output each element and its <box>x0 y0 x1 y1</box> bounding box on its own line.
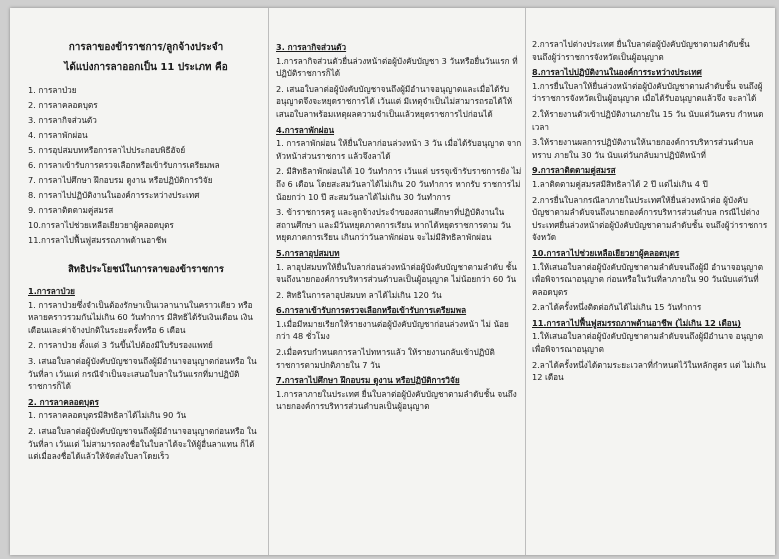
rehab-leave-item: 2.ลาได้ครั้งหนึ่งได้ตามระยะเวลาที่กำหนดไว้ในหลักสูตร แต่ ไม่เกิน 12 เดือน <box>532 359 766 383</box>
leave-type-item: 1. การลาป่วย <box>28 85 77 95</box>
vacation-leave-item: 1. การลาพักผ่อน ให้ยื่นใบลาก่อนล่วงหน้า 3 วัน เมื่อได้รับอนุญาต จากหัวหน้าส่วนราชการ แล้วจึงลาได้ <box>276 138 522 161</box>
panel-title-line2: ได้แบ่งการลาออกเป็น 11 ประเภท คือ <box>64 62 228 73</box>
leave-type-item: 8. การลาไปปฏิบัติงานในองค์การระหว่างประเทศ <box>28 189 200 200</box>
vacation-leave-item: 2. มีสิทธิลาพักผ่อนได้ 10 วันทำการ เว้นแต่ บรรจุเข้ารับราชการยัง ไม่ถึง 6 เดือน โดยสะสมวันลาได้ไม่เกิน 20 วันทำการ หากรับ ราชการไม่น้อยกว่า 10 ปี สะสมวันลาได้ไม่เกิน 30 วันทำการ <box>276 166 522 202</box>
personal-leave-item: 2. เสนอใบลาต่อผู้บังคับบัญชาจนถึงผู้มีอำนาจอนุญาตและเมื่อได้รับ อนุญาตจึงจะหยุดราชการได้ เว้นแต่ มีเหตุจำเป็นไม่สามารถรอได้ให้ เสนอใบลาพร้อมเหตุผลความจำเป็นแล้วหยุดราชการไปก่อนได้ <box>276 83 513 119</box>
panel-leave-rules-middle <box>276 38 522 555</box>
military-leave-heading: 6.การลาเข้ารับการตรวจเลือกหรือเข้ารับการเตรียมพล <box>276 305 467 316</box>
military-leave-item: 1.เมื่อมีหมายเรียกให้รายงานต่อผู้บังคับบัญชาก่อนล่วงหน้า ไม่ น้อยกว่า 48 ชั่วโมง <box>276 318 509 342</box>
leave-type-item: 6. การลาเข้ารับการตรวจเลือกหรือเข้ารับการเตรียมพล <box>28 159 220 170</box>
rehab-leave-item: 1.ให้เสนอใบลาต่อผู้บังคับบัญชาตามลำดับจนถึงผู้มีอำนาจ อนุญาตเพื่อพิจารณาอนุญาต <box>532 331 764 355</box>
personal-leave-item: 1.การลากิจส่วนตัวยื่นล่วงหน้าต่อผู้บังคับบัญชา 3 วันหรือยื่นวันแรก ที่ปฏิบัติราชการก็ได้ <box>276 55 518 79</box>
intl-org-leave-heading: 8.การลาไปปฏิบัติงานในองค์การระหว่างประเทศ <box>532 67 702 78</box>
leave-type-item: 5. การอุปสมบทหรือการลาไปประกอบพิธีฮัจย์ <box>28 144 186 155</box>
maternity-leave-item: 1. การลาคลอดบุตรมีสิทธิลาได้ไม่เกิน 90 วัน <box>28 410 187 421</box>
panel-leave-rules-right <box>532 38 768 555</box>
leave-type-item: 2. การลาคลอดบุตร <box>28 99 98 110</box>
rehab-leave-heading: 11.การลาไปฟื้นฟูสมรรถภาพด้านอาชีพ (ไม่เกิน 12 เดือน) <box>532 317 742 328</box>
ordination-leave-item: 1. ลาอุปสมบทให้ยื่นใบลาก่อนล่วงหน้าต่อผู้บังคับบัญชาตามลำดับ ชั้น จนถึงนายกองค์การบริหารส่วนตำบลเป็นผู้อนุญาต ไม่น้อยกว่า 60 วัน <box>276 261 517 285</box>
maternity-leave-heading: 2. การลาคลอดบุตร <box>28 396 99 407</box>
personal-leave-heading: 3. การลากิจส่วนตัว <box>276 42 347 52</box>
study-leave-heading: 7.การลาไปศึกษา ฝึกอบรม ดูงาน หรือปฏิบัติการวิจัย <box>276 375 460 386</box>
sick-leave-item: 2. การลาป่วย ตั้งแต่ 3 วันขึ้นไปต้องมีใบรับรองแพทย์ <box>28 340 213 351</box>
spouse-leave-item: 1.ลาติดตามคู่สมรสมีสิทธิลาได้ 2 ปี แต่ไม่เกิน 4 ปี <box>532 178 708 189</box>
panel-title-line1: การลาของข้าราชการ/ลูกจ้างประจำ <box>68 42 224 53</box>
rights-section-title: สิทธิประโยชน์ในการลาของข้าราชการ <box>68 264 224 276</box>
paternity-leave-item: 2.ลาได้ครั้งหนึ่งติดต่อกันได้ไม่เกิน 15 วันทำการ <box>532 302 702 313</box>
sick-leave-item: 1. การลาป่วยซึ่งจำเป็นต้องรักษาเป็นเวลานานในคราวเดียว หรือหลายคราวรวมกันไม่เกิน 60 วันทำการ มีสิทธิได้รับเงินเดือน เงินเดือนและค่าจ้างปกติในระยะครั้งหรือ 6 เดือน <box>28 299 253 335</box>
sick-leave-heading: 1.การลาป่วย <box>28 286 75 297</box>
spouse-leave-heading: 9.การลาติดตามคู่สมรส <box>532 165 616 176</box>
panel-leave-types <box>28 38 264 555</box>
intl-org-leave-item: 2.ให้รายงานตัวเข้าปฏิบัติงานภายใน 15 วัน นับแต่วันครบ กำหนดเวลา <box>532 108 764 132</box>
paternity-leave-heading: 10.การลาไปช่วยเหลือเยียวยาผู้คลอดบุตร <box>532 247 680 258</box>
sick-leave-item: 3. เสนอใบลาต่อผู้บังคับบัญชาจนถึงผู้มีอำนาจอนุญาตก่อนหรือ ในวันที่ลา เว้นแต่ กรณีจำเป็นจะเสนอใบลาในวันแรกที่มาปฏิบัติ ราชการก็ได้ <box>28 356 257 392</box>
intl-org-leave-item: 3.ให้รายงานผลการปฏิบัติงานให้นายกองค์การบริหารส่วนตำบล ทราบ ภายใน 30 วัน นับแต่วันกลับมาปฏิบัติหน้าที่ <box>532 137 754 160</box>
leave-type-item: 11.การลาไปฟื้นฟูสมรรถภาพด้านอาชีพ <box>28 234 167 245</box>
leave-type-item: 9. การลาติดตามคู่สมรส <box>28 204 114 215</box>
fold-line-right <box>525 8 526 555</box>
leave-type-item: 10.การลาไปช่วยเหลือเยียวยาผู้คลอดบุตร <box>28 219 174 230</box>
study-leave-item: 1.การลาภายในประเทศ ยื่นใบลาต่อผู้บังคับบัญชาตามลำดับชั้น จนถึงนายกองค์การบริหารส่วนตำบลเป็นผู้อนุญาต <box>276 388 517 412</box>
brochure-sheet <box>10 8 775 555</box>
leave-type-item: 3. การลากิจส่วนตัว <box>28 114 97 125</box>
leave-type-item: 4. การลาพักผ่อน <box>28 129 88 140</box>
spouse-leave-item: 2.การยื่นใบลากรณีลาภายในประเทศให้ยื่นล่วงหน้าต่อ ผู้บังคับบัญชาตามลำดับจนถึงนายกองค์การบริหารส่วนตำบล กรณีไปต่างประเทศยื่นล่วงหน้าต่อผู้บังคับบัญชาตามลำดับชั้น จนถึงผู้ว่าราชการจังหวัด <box>532 194 768 243</box>
ordination-leave-item: 2. สิทธิในการลาอุปสมบท ลาได้ไม่เกิน 120 วัน <box>276 289 442 300</box>
ordination-leave-heading: 5.การลาอุปสมบท <box>276 247 340 258</box>
leave-types-list <box>28 84 264 246</box>
military-leave-item: 2.เมื่อครบกำหนดการลาไปทหารแล้ว ให้รายงานกลับเข้าปฏิบัติ ราชการตามปกติภายใน 7 วัน <box>276 347 495 370</box>
vacation-leave-item: 3. ข้าราชการครู และลูกจ้างประจำของสถานศึกษาที่ปฏิบัติงานใน สถานศึกษา และมีวันหยุดภาคการเรียน หากได้หยุดราชการตาม วันหยุดภาคการเรียน เกินกว่าวันลาพักผ่อน จะไม่มีสิทธิลาพักผ่อน <box>276 207 511 243</box>
leave-type-item: 7. การลาไปศึกษา ฝึกอบรม ดูงาน หรือปฏิบัติการวิจัย <box>28 174 213 185</box>
fold-line-left <box>268 8 269 555</box>
intl-org-leave-item: 1.การยื่นใบลาให้ยื่นล่วงหน้าต่อผู้บังคับบัญชาตามลำดับชั้น จนถึงผู้ว่าราชการจังหวัดเป็นผู้อนุญาต เมื่อได้รับอนุญาตแล้วจึง จะลาได้ <box>532 80 763 104</box>
paternity-leave-item: 1.ให้เสนอใบลาต่อผู้บังคับบัญชาตามลำดับจนถึงผู้มี อำนาจอนุญาตเพื่อพิจารณาอนุญาต ก่อนหรือในวันที่ลาภายใน 90 วันนับแต่วันที่คลอดบุตร <box>532 261 764 297</box>
vacation-leave-heading: 4.การลาพักผ่อน <box>276 124 335 135</box>
maternity-leave-item: 2. เสนอใบลาต่อผู้บังคับบัญชาจนถึงผู้มีอำนาจอนุญาตก่อนหรือ ในวันที่ลา เว้นแต่ ไม่สามารถลงชื่อในใบลาได้จะให้ผู้อื่นลาแทน ก็ได้ แต่เมื่อลงชื่อได้แล้วให้จัดส่งใบลาโดยเร็ว <box>28 425 257 462</box>
study-abroad-item: 2.การลาไปต่างประเทศ ยื่นใบลาต่อผู้บังคับบัญชาตามลำดับชั้น จนถึงผู้ว่าราชการจังหวัดเป็นผู้อนุญาต <box>532 39 750 62</box>
